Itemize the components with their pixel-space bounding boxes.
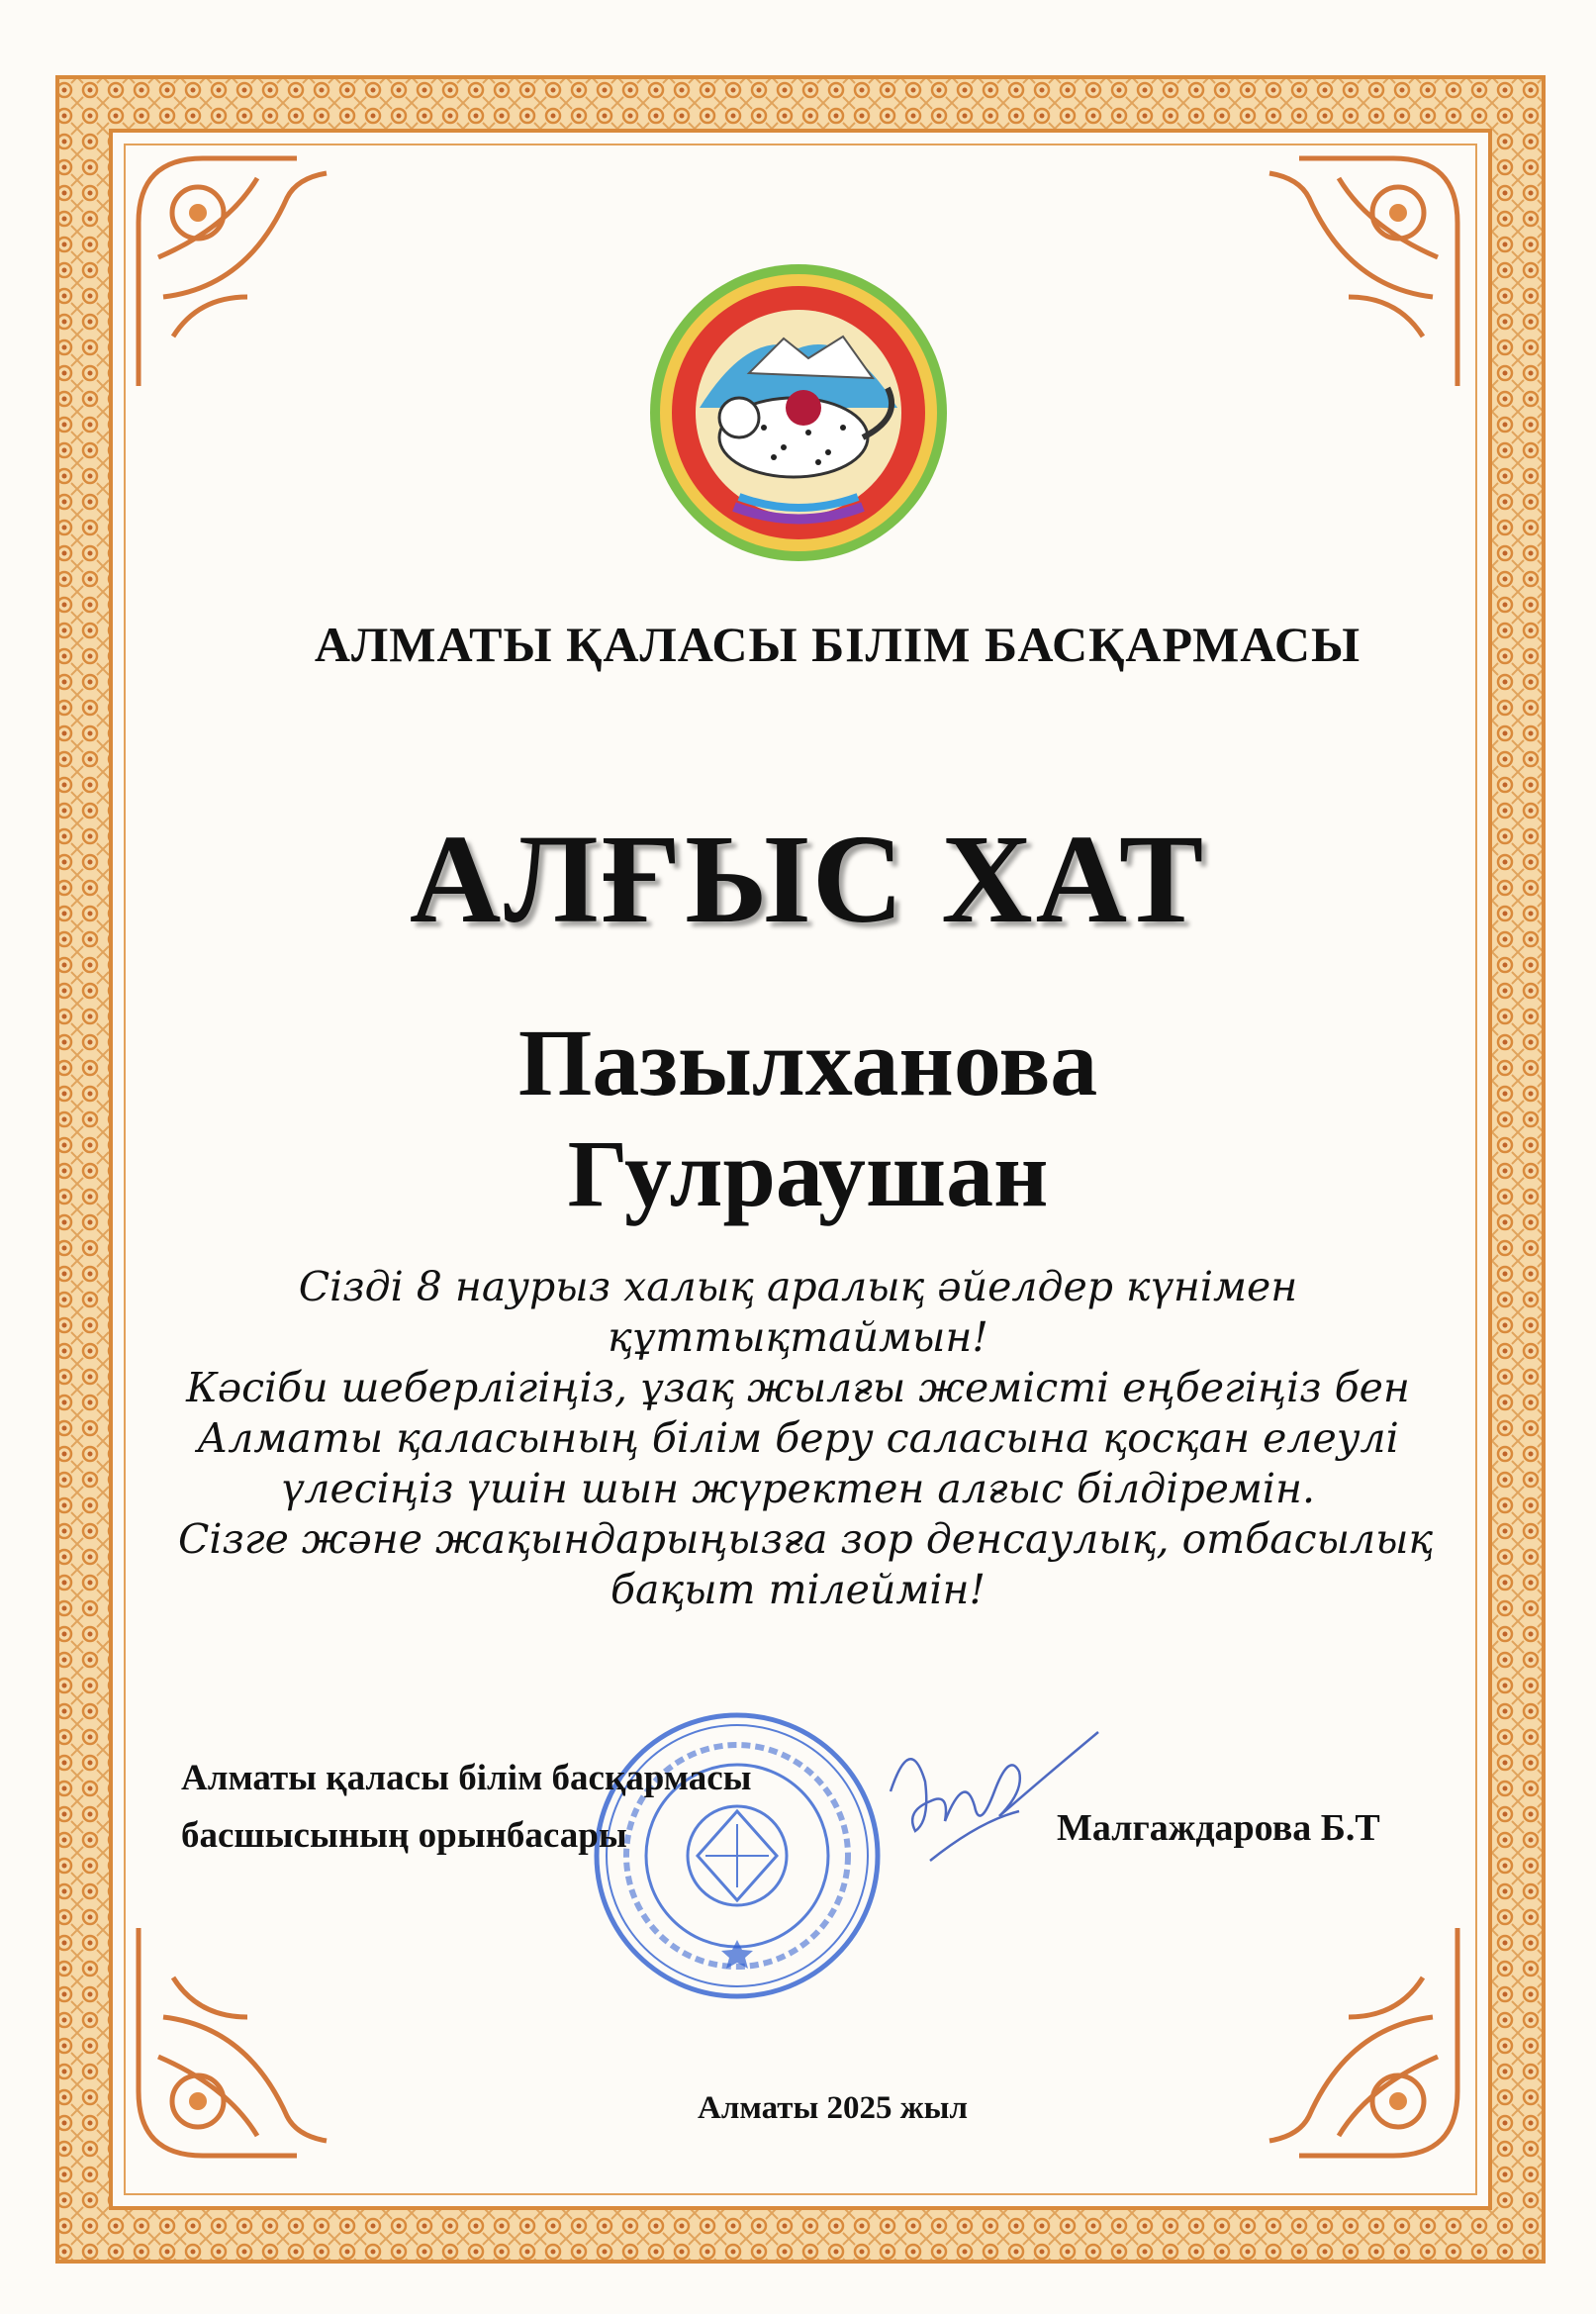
message-body bbox=[178, 1262, 1434, 1615]
signatory-position-line: Алматы қаласы білім басқармасы bbox=[181, 1758, 752, 1798]
signatory-name: Малгаждарова Б.Т bbox=[1057, 1807, 1380, 1849]
message-line: үлесіңіз үшін шын жүректен алғыс білдіремін. bbox=[280, 1465, 1316, 1512]
signatory-position-line: басшысының орынбасары bbox=[181, 1815, 627, 1856]
recipient-surname: Пазылханова bbox=[517, 1010, 1098, 1115]
recipient-given-name: Гулраушан bbox=[567, 1120, 1049, 1226]
message-line: Сізге және жақындарыңызға зор денсаулық, отбасылық bbox=[178, 1515, 1434, 1563]
organization-heading: АЛМАТЫ ҚАЛАСЫ БІЛІМ БАСҚАРМАСЫ bbox=[314, 617, 1361, 672]
message-line: Кәсіби шеберлігіңіз, ұзақ жылғы жемісті еңбегіңіз бен bbox=[186, 1364, 1410, 1411]
handwritten-signature-icon bbox=[871, 1712, 1108, 1890]
message-line: бақыт тілеймін! bbox=[610, 1566, 986, 1613]
signatory-position bbox=[181, 1750, 752, 1865]
almaty-city-emblem-icon bbox=[645, 259, 952, 566]
message-line: Сізді 8 наурыз халық аралық әйелдер күнімен bbox=[298, 1263, 1298, 1310]
message-line: құттықтаймын! bbox=[608, 1313, 988, 1361]
document-title: АЛҒЫС ХАТ bbox=[409, 809, 1207, 949]
footer-place-year: Алматы 2025 жыл bbox=[698, 2090, 968, 2126]
message-line: Алматы қаласының білім беру саласына қосқан елеулі bbox=[197, 1414, 1399, 1462]
